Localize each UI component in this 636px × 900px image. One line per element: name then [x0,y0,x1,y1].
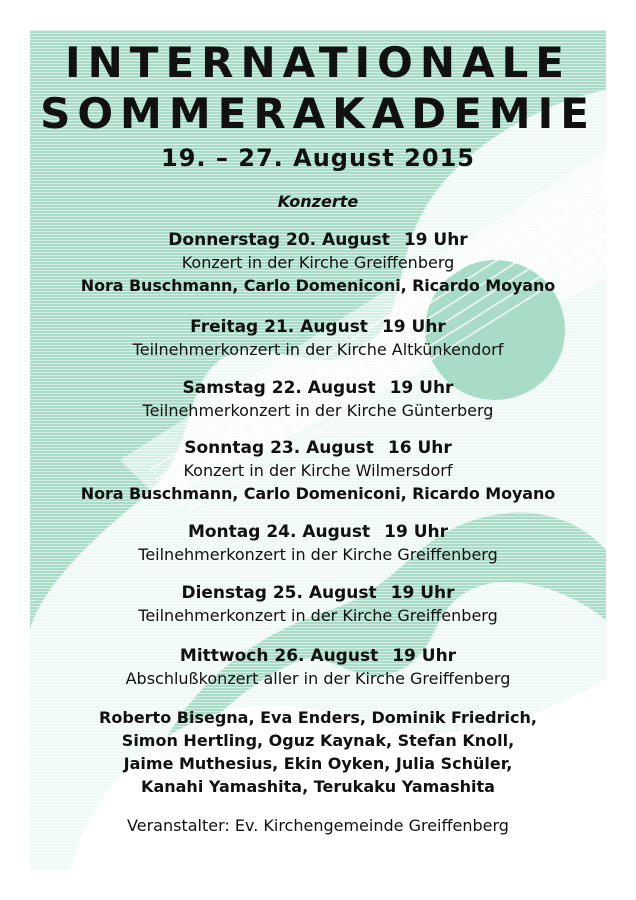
concert-heading [30,644,606,668]
event-dates: 19. – 27. August 2015 [161,144,475,172]
poster-content [30,30,606,870]
concert-time: 19 Uhr [390,583,455,603]
concert-performers: Nora Buschmann, Carlo Domeniconi, Ricardo Moyano [80,484,556,503]
title-line-2: SOMMERAKADEMIE [40,89,596,138]
concert-place: Konzert in der Kirche Wilmersdorf [183,461,453,480]
organizer-line: Veranstalter: Ev. Kirchengemeinde Greiffenberg [127,816,509,835]
concert-time: 19 Uhr [381,317,446,337]
concert-heading [30,228,606,252]
concert-date: Montag 24. August [187,522,371,542]
concert-heading [30,315,606,339]
concert-place: Teilnehmerkonzert in der Kirche Günterberg [142,401,494,420]
concert-place: Abschlußkonzert aller in der Kirche Greiffenberg [125,669,511,688]
poster [30,30,606,870]
participants-line: Simon Hertling, Oguz Kaynak, Stefan Knoll, [121,731,515,750]
concert-date: Sonntag 23. August [184,438,374,458]
concert-date: Freitag 21. August [190,317,368,337]
concert-entry [30,376,606,422]
concert-entry [30,581,606,627]
participants-list [30,706,606,798]
section-label-concerts: Konzerte [277,192,359,211]
concert-date: Samstag 22. August [182,378,376,398]
concert-date: Mittwoch 26. August [179,646,379,666]
concert-time: 19 Uhr [392,646,457,666]
participants-line: Roberto Bisegna, Eva Enders, Dominik Friedrich, [99,708,537,727]
concert-place: Teilnehmerkonzert in der Kirche Altkünkendorf [132,340,504,359]
concert-time: 19 Uhr [389,378,454,398]
concert-time: 16 Uhr [387,438,452,458]
concert-heading [30,436,606,460]
title-line-1: INTERNATIONALE [65,38,571,87]
participants-line: Kanahi Yamashita, Terukaku Yamashita [141,777,495,796]
concert-time: 19 Uhr [403,230,468,250]
concert-place: Teilnehmerkonzert in der Kirche Greiffenberg [138,545,498,564]
participants-line: Jaime Muthesius, Ekin Oyken, Julia Schüler, [123,754,513,773]
concert-date: Dienstag 25. August [181,583,377,603]
concert-entry [30,436,606,506]
concert-entry [30,644,606,690]
concert-heading [30,376,606,400]
concert-time: 19 Uhr [384,522,449,542]
concert-performers: Nora Buschmann, Carlo Domeniconi, Ricardo Moyano [80,276,556,295]
concert-place: Teilnehmerkonzert in der Kirche Greiffenberg [138,606,498,625]
concert-entry [30,315,606,361]
concert-place: Konzert in der Kirche Greiffenberg [181,253,455,272]
concert-heading [30,520,606,544]
concert-entry [30,520,606,566]
concert-entry [30,228,606,298]
concert-date: Donnerstag 20. August [168,230,390,250]
concert-heading [30,581,606,605]
